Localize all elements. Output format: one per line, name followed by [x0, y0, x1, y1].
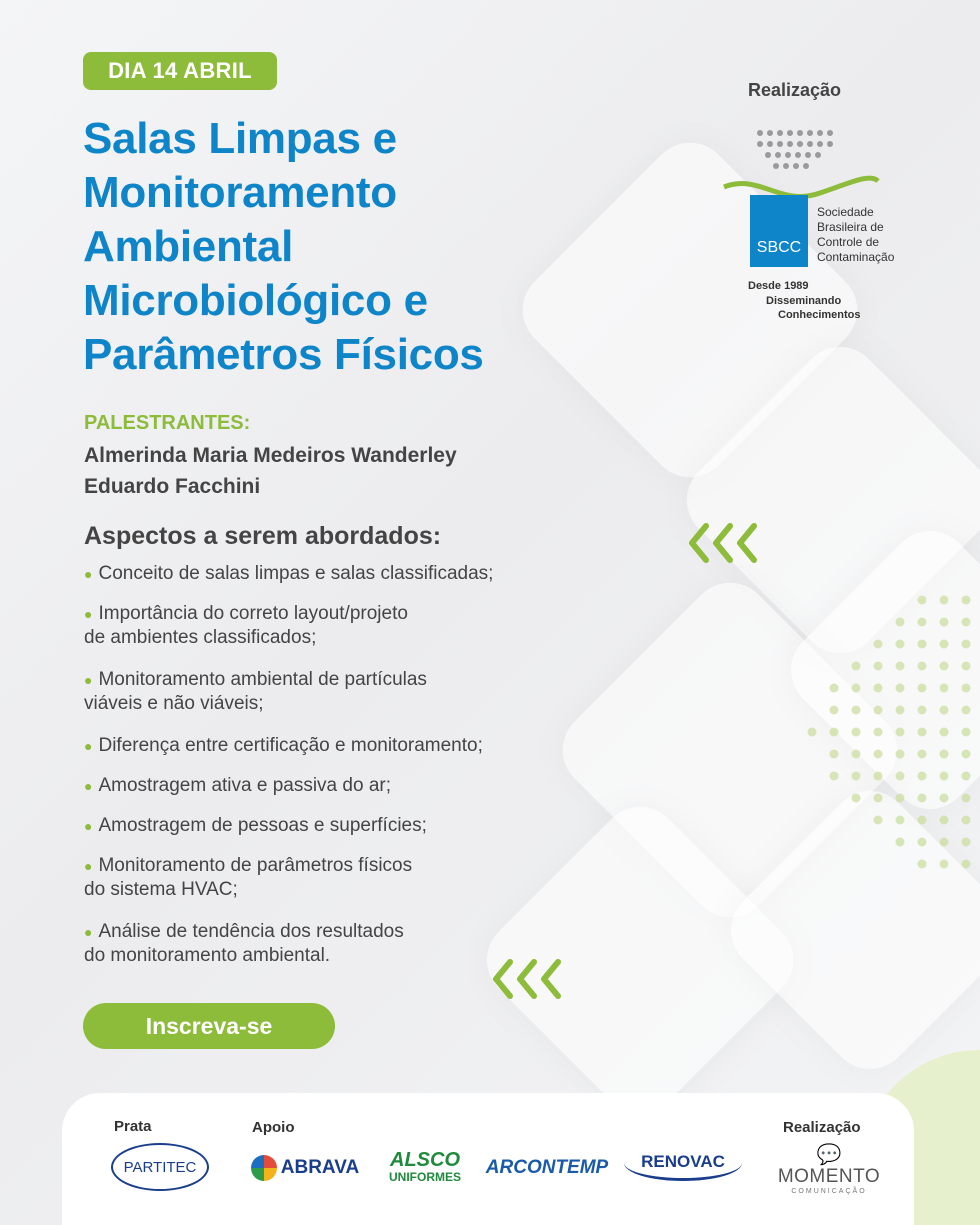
decor-dot	[896, 706, 905, 715]
sbcc-dot	[817, 130, 823, 136]
speaker-name: Almerinda Maria Medeiros Wanderley	[84, 444, 457, 467]
decor-dot	[896, 618, 905, 627]
sbcc-logo	[720, 125, 910, 325]
decor-dot	[940, 618, 949, 627]
list-item: ● Monitoramento de parâmetros físicos do sistema HVAC;	[84, 855, 413, 900]
decor-dot	[896, 684, 905, 693]
decor-dot	[874, 684, 883, 693]
decor-dot	[962, 772, 971, 781]
decor-dot	[940, 816, 949, 825]
decor-dot	[962, 728, 971, 737]
decor-dot	[852, 684, 861, 693]
abrava-logo: ABRAVA	[250, 1153, 360, 1183]
decor-dot	[830, 750, 839, 759]
decor-dot	[962, 750, 971, 759]
list-item: ● Amostragem de pessoas e superfícies;	[84, 815, 427, 836]
sbcc-name: Sociedade Brasileira de Controle de Contaminação	[817, 205, 895, 264]
decor-dot	[896, 750, 905, 759]
decor-dot	[918, 596, 927, 605]
decor-dot	[918, 816, 927, 825]
decor-dot	[962, 662, 971, 671]
sbcc-dot	[765, 152, 771, 158]
decor-dot	[896, 728, 905, 737]
decor-dot	[830, 728, 839, 737]
sbcc-tagline: Disseminando	[766, 295, 842, 307]
decor-dot	[874, 662, 883, 671]
chevrons-left-icon	[492, 958, 566, 1000]
decor-dot	[896, 816, 905, 825]
decor-dot	[962, 706, 971, 715]
decor-dot	[962, 794, 971, 803]
sbcc-since: Desde 1989	[748, 280, 809, 292]
decor-dot	[918, 794, 927, 803]
decor-dot	[874, 750, 883, 759]
sbcc-dot	[793, 163, 799, 169]
decor-dot	[896, 662, 905, 671]
decor-dot	[852, 728, 861, 737]
partitec-logo: PARTITEC	[111, 1143, 209, 1191]
dot-grid-decoration	[800, 590, 980, 880]
decor-dot	[874, 728, 883, 737]
sbcc-tagline: Conhecimentos	[778, 309, 861, 321]
sbcc-dot	[807, 130, 813, 136]
decor-dot	[918, 640, 927, 649]
sbcc-dot	[815, 152, 821, 158]
decor-dot	[874, 816, 883, 825]
sbcc-dot	[803, 163, 809, 169]
list-item: ● Monitoramento ambiental de partículas viáveis e não viáveis;	[84, 669, 427, 714]
decor-dot	[962, 860, 971, 869]
list-item: ● Amostragem ativa e passiva do ar;	[84, 775, 391, 796]
sbcc-dot	[795, 152, 801, 158]
sbcc-dot	[777, 130, 783, 136]
sbcc-dot	[827, 141, 833, 147]
decor-dot	[962, 684, 971, 693]
alsco-logo: ALSCO UNIFORMES	[389, 1149, 461, 1184]
sbcc-dot	[827, 130, 833, 136]
page-title: Salas Limpas e Monitoramento Ambiental Microbiológico e Parâmetros Físicos	[83, 114, 484, 379]
decor-dot	[874, 772, 883, 781]
decor-dot	[940, 706, 949, 715]
decor-dot	[918, 662, 927, 671]
decor-dot	[830, 772, 839, 781]
decor-dot	[830, 706, 839, 715]
arcontemp-logo: ARCONTEMP	[485, 1157, 609, 1178]
decor-dot	[962, 618, 971, 627]
sbcc-dot	[807, 141, 813, 147]
sbcc-dots-icon	[720, 125, 910, 205]
prata-label: Prata	[114, 1118, 152, 1135]
decor-dot	[852, 750, 861, 759]
sbcc-dot	[817, 141, 823, 147]
sbcc-dot	[757, 141, 763, 147]
list-item: ● Conceito de salas limpas e salas classificadas;	[84, 563, 494, 584]
apoio-label: Apoio	[252, 1119, 295, 1136]
decor-dot	[852, 706, 861, 715]
decor-dot	[918, 838, 927, 847]
decor-dot	[874, 794, 883, 803]
chat-bubble-icon: 💬	[816, 1143, 842, 1166]
decor-dot	[918, 728, 927, 737]
decor-dot	[962, 640, 971, 649]
decor-dot	[852, 794, 861, 803]
decor-dot	[896, 838, 905, 847]
decor-dot	[918, 706, 927, 715]
decor-dot	[940, 596, 949, 605]
decor-dot	[940, 662, 949, 671]
sbcc-dot	[787, 141, 793, 147]
list-item: ● Análise de tendência dos resultados do monitoramento ambiental.	[84, 921, 404, 966]
momento-logo: 💬 MOMENTO COMUNICAÇÃO	[777, 1143, 881, 1195]
sbcc-dot	[797, 141, 803, 147]
speaker-name: Eduardo Facchini	[84, 475, 261, 498]
sbcc-box: SBCC	[750, 195, 808, 267]
decor-dot	[962, 596, 971, 605]
decor-dot	[896, 640, 905, 649]
decor-dot	[874, 640, 883, 649]
sbcc-dot	[767, 141, 773, 147]
sbcc-dot	[777, 141, 783, 147]
abrava-emblem-icon	[251, 1155, 277, 1181]
decor-dot	[940, 794, 949, 803]
decor-dot	[940, 860, 949, 869]
decor-dot	[852, 662, 861, 671]
sbcc-dot	[805, 152, 811, 158]
sbcc-dot	[767, 130, 773, 136]
realizacao-label: Realização	[748, 80, 842, 100]
decor-dot	[918, 772, 927, 781]
decor-dot	[962, 816, 971, 825]
decor-dot	[940, 728, 949, 737]
decor-dot	[874, 706, 883, 715]
decor-dot	[940, 838, 949, 847]
renovac-logo: RENOVAC	[624, 1145, 742, 1181]
list-item: ● Importância do correto layout/projeto de ambientes classificados;	[84, 603, 408, 648]
decor-dot	[918, 750, 927, 759]
decor-dot	[940, 772, 949, 781]
decor-dot	[962, 838, 971, 847]
list-item: ● Diferença entre certificação e monitoramento;	[84, 735, 483, 756]
sbcc-dot	[775, 152, 781, 158]
chevrons-left-icon	[688, 522, 762, 564]
decor-dot	[940, 684, 949, 693]
sbcc-dot	[787, 130, 793, 136]
decor-dot	[918, 684, 927, 693]
sbcc-dot	[783, 163, 789, 169]
decor-dot	[940, 750, 949, 759]
sbcc-dot	[773, 163, 779, 169]
decor-dot	[896, 772, 905, 781]
aspects-title: Aspectos a serem abordados:	[84, 522, 442, 550]
register-button[interactable]: Inscreva-se	[83, 1003, 335, 1049]
speakers-label: PALESTRANTES:	[84, 412, 251, 434]
decor-dot	[852, 772, 861, 781]
sbcc-dot	[797, 130, 803, 136]
decor-dot	[830, 684, 839, 693]
decor-dot	[918, 860, 927, 869]
decor-dot	[918, 618, 927, 627]
sponsors-footer	[62, 1093, 914, 1225]
realizacao-footer-label: Realização	[783, 1119, 861, 1136]
decor-dot	[896, 794, 905, 803]
decor-dot	[808, 728, 817, 737]
sbcc-dot	[757, 130, 763, 136]
date-badge: DIA 14 ABRIL	[83, 52, 277, 90]
sbcc-dot	[785, 152, 791, 158]
decor-dot	[940, 640, 949, 649]
